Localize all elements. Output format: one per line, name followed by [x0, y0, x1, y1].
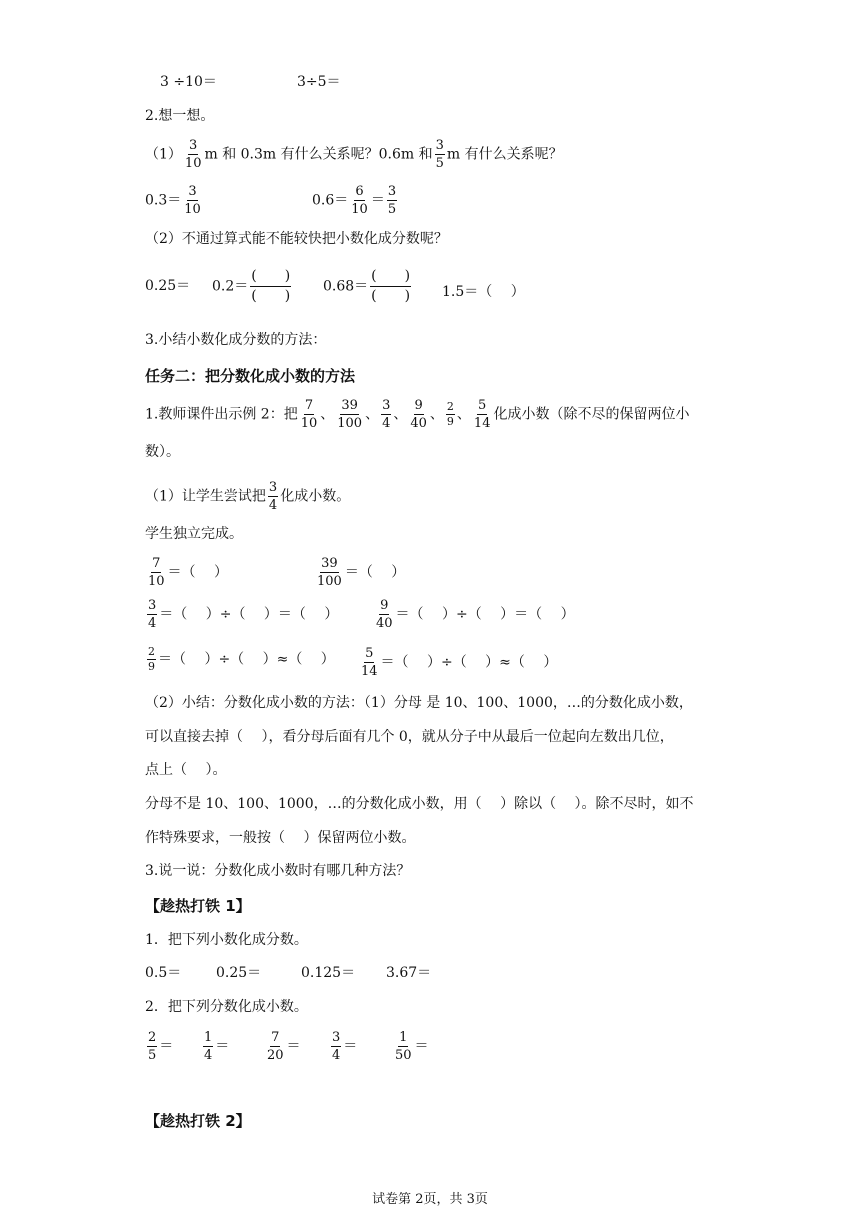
task2-summary-line2: 可以直接去掉（ ），看分母后面有几个 0，就从分子中从最后一位起向左数出几位，	[145, 729, 674, 745]
fraction: $\frac{1}{50}$	[395, 1030, 412, 1063]
fraction: $\frac{3}{5}$	[387, 184, 397, 217]
fraction: $\frac{7}{20}$	[267, 1030, 284, 1063]
exercise1-q2-item: $\frac{3}{4}$ ＝	[332, 1030, 358, 1063]
task2-line1: 1.教师课件出示例 2：把 $\frac{7}{10}$ 、 $\frac{39}{100}$ 、 $\frac{3}{4}$ 、 $\frac{9}{40}$ 、 $\frac{2}{9}$ 、 $\frac{5}{14}$ 化成小数（除不尽的保留两位小	[145, 398, 690, 431]
blank-fraction: $\frac{( )}{( )}$	[371, 268, 411, 304]
fraction: $\frac{7}{10}$	[300, 398, 318, 431]
fraction: $\frac{3}{4}$	[332, 1030, 341, 1063]
fraction: $\frac{9}{40}$	[376, 598, 393, 631]
q2-part1: （1） $\frac{3}{10}$ m 和 0.3m 有什么关系呢？0.6m 和 $\frac{3}{5}$ m 有什么关系呢？	[145, 138, 563, 171]
exercise1-q2-item: $\frac{1}{4}$ ＝	[204, 1030, 230, 1063]
blank-fraction: $\frac{( )}{( )}$	[251, 268, 291, 304]
fraction: $\frac{2}{5}$	[148, 1030, 157, 1063]
exercise1-q1-item: 0.25＝	[216, 965, 262, 981]
q3-summary: 3.小结小数化成分数的方法：	[145, 332, 327, 348]
eq-5-14: $\frac{5}{14}$ ＝（ ）÷（ ）≈（ ）	[361, 646, 558, 679]
task2-line1-cont: 数）。	[145, 444, 180, 460]
exercise2-heading: 【趁热打铁 2】	[145, 1112, 251, 1130]
exercise1-q2-item: $\frac{7}{20}$ ＝	[267, 1030, 301, 1063]
fraction: $\frac{3}{5}$	[435, 138, 444, 171]
fraction: $\frac{3}{10}$	[184, 138, 202, 171]
exercise1-heading: 【趁热打铁 1】	[145, 897, 251, 915]
task2-step1: （1）让学生尝试把 $\frac{3}{4}$ 化成小数。	[145, 480, 351, 513]
task2-summary-line3: 点上（ ）。	[145, 762, 227, 778]
fraction: $\frac{2}{9}$	[446, 400, 454, 428]
fraction: $\frac{9}{40}$	[410, 398, 427, 431]
q2-eq1: 0.3＝ $\frac{3}{10}$	[145, 184, 201, 217]
exercise1-q2-item: $\frac{1}{50}$ ＝	[395, 1030, 429, 1063]
fraction: $\frac{5}{14}$	[473, 398, 491, 431]
expr-3-div-10: 3 ÷10＝	[160, 74, 217, 90]
fraction: $\frac{6}{10}$	[351, 184, 368, 217]
eq-7-10: $\frac{7}{10}$ ＝（ ）	[148, 556, 228, 589]
eq-3-4: $\frac{3}{4}$ ＝（ ）÷（ ）＝（ ）	[148, 598, 339, 631]
fraction: $\frac{5}{14}$	[361, 646, 378, 679]
exercise1-q1-item: 3.67＝	[386, 965, 432, 981]
exercise1-q2: 2．把下列分数化成小数。	[145, 999, 308, 1015]
page-footer: 试卷第 2页，共 3页	[372, 1192, 488, 1207]
eq-2-9: $\frac{2}{9}$ ＝（ ）÷（ ）≈（ ）	[148, 645, 335, 673]
expr-3-div-5: 3÷5＝	[297, 74, 341, 90]
task2-say: 3.说一说：分数化成小数时有哪几种方法？	[145, 863, 411, 879]
exercise1-q1-item: 0.125＝	[301, 965, 356, 981]
task2-summary-line4: 分母不是 10、100、1000，…的分数化成小数，用（ ）除以（ ）。除不尽时，如不	[145, 796, 694, 812]
q2-eq2: 0.6＝ $\frac{6}{10}$ ＝ $\frac{3}{5}$	[312, 184, 397, 217]
fraction: $\frac{3}{4}$	[382, 398, 391, 431]
exercise1-q1: 1．把下列小数化成分数。	[145, 932, 308, 948]
exercise1-q2-item: $\frac{2}{5}$ ＝	[148, 1030, 174, 1063]
fraction: $\frac{3}{4}$	[148, 598, 157, 631]
fraction: $\frac{1}{4}$	[204, 1030, 213, 1063]
exercise1-q1-item: 0.5＝	[145, 965, 182, 981]
fraction: $\frac{2}{9}$	[148, 645, 155, 673]
fraction: $\frac{3}{4}$	[268, 480, 278, 513]
eq-39-100: $\frac{39}{100}$ ＝（ ）	[317, 556, 406, 589]
fraction: $\frac{39}{100}$	[317, 556, 342, 589]
q2-row-c: 0.68＝ $\frac{( )}{( )}$	[323, 268, 411, 304]
q2-part2: （2）不通过算式能不能较快把小数化成分数呢？	[145, 231, 448, 247]
task2-summary-line5: 作特殊要求，一般按（ ）保留两位小数。	[145, 830, 416, 846]
task2-heading: 任务二：把分数化成小数的方法	[145, 367, 356, 385]
eq-9-40: $\frac{9}{40}$ ＝（ ）÷（ ）＝（ ）	[376, 598, 575, 631]
independent-text: 学生独立完成。	[145, 526, 243, 542]
task2-summary-line1: （2）小结：分数化成小数的方法：（1）分母 是 10、100、1000，…的分数化成小数，	[145, 695, 693, 711]
q2-row-a: 0.25＝	[145, 278, 191, 294]
fraction: $\frac{3}{10}$	[184, 184, 201, 217]
q2-row-b: 0.2＝ $\frac{( )}{( )}$	[212, 268, 291, 304]
fraction: $\frac{39}{100}$	[337, 398, 363, 431]
q2-row-d: 1.5＝（ ）	[442, 284, 525, 300]
q2-title: 2.想一想。	[145, 108, 215, 124]
fraction: $\frac{7}{10}$	[148, 556, 165, 589]
